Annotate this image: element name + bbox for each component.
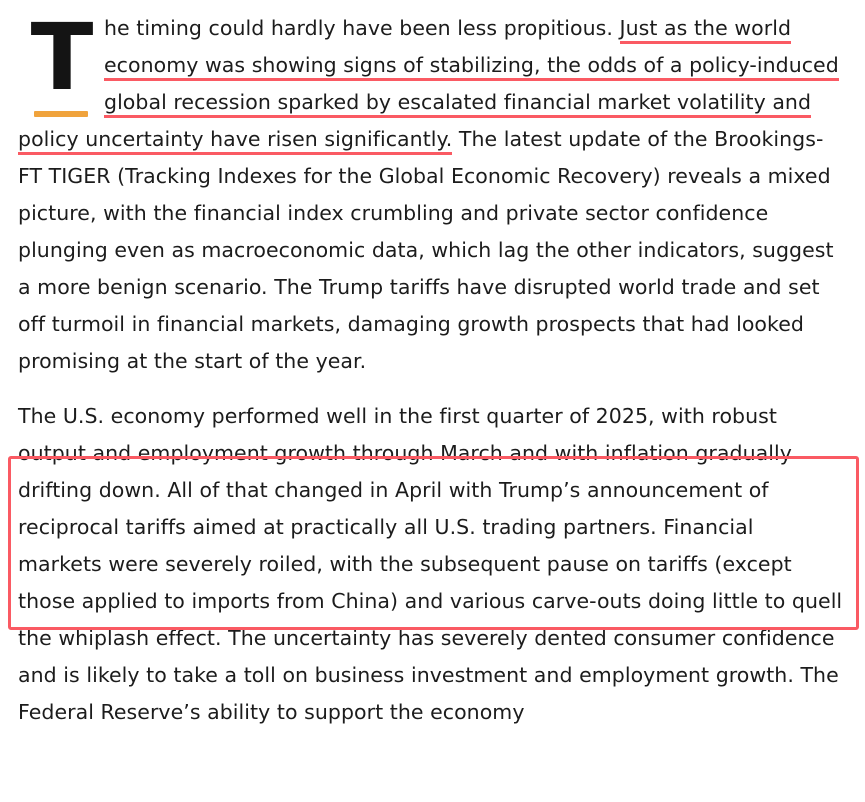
drop-cap-block xyxy=(18,4,104,117)
paragraph-two-rest: markets were severely roiled, with the subsequent pause on tariffs (except those applied to imports from China) and various carve-outs doing little to quell the whiplash effect. The uncertainty has severely dented consumer confidence and is likely to take a toll on business investment and employment growth. The Federal Reserve’s ability to support the economy xyxy=(18,552,843,724)
drop-cap-letter: T xyxy=(30,4,92,111)
paragraph-two xyxy=(18,398,843,731)
accent-rule xyxy=(34,111,88,117)
paragraph-one xyxy=(18,4,843,380)
paragraph-one-highlight: Just as the world economy was showing signs of stabilizing, the odds of a policy-induced global recession sparked by escalated financial market volatility and policy uncertainty have risen significantly. xyxy=(18,16,839,155)
paragraph-one-rest: The latest update of the Brookings-FT TIGER (Tracking Indexes for the Global Economic Recovery) reveals a mixed picture, with the financial index crumbling and private sector confidence plunging even as macroeconomic data, which lag the other indicators, suggest a more benign scenario. The Trump tariffs have disrupted world trade and set off turmoil in financial markets, damaging growth prospects that had looked promising at the start of the year. xyxy=(18,127,834,373)
paragraph-one-lead: he timing could hardly have been less propitious. xyxy=(104,16,620,40)
paragraph-two-boxed: The U.S. economy performed well in the first quarter of 2025, with robust output and employment growth through March and with inflation gradually drifting down. All of that changed in April with Trump’s announcement of reciprocal tariffs aimed at practically all U.S. trading partners. Financial xyxy=(18,404,792,539)
